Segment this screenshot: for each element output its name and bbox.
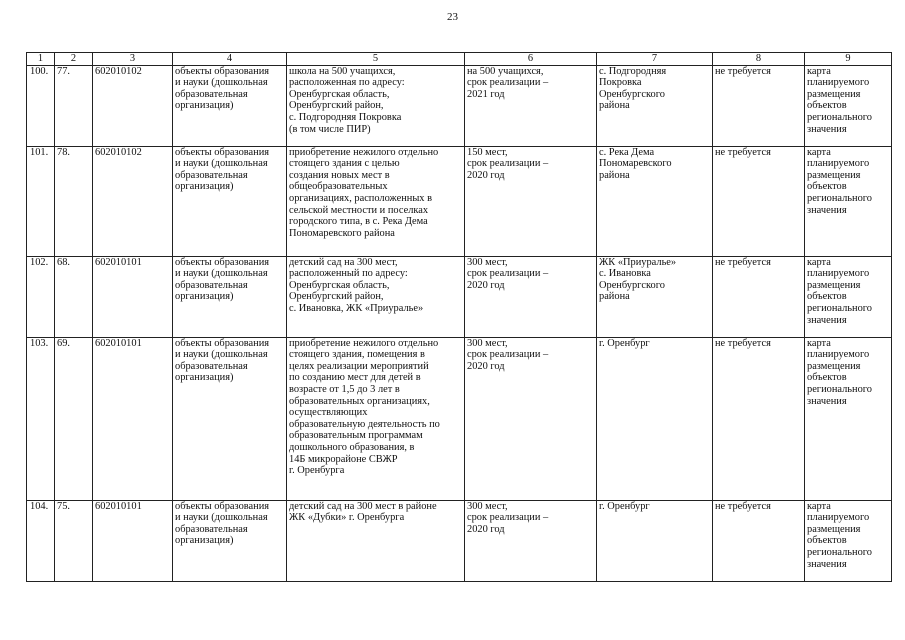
row-number: 100. <box>27 65 55 146</box>
row-number: 101. <box>27 146 55 256</box>
restricted-zones: не требуется <box>713 256 805 337</box>
row-number: 102. <box>27 256 55 337</box>
object-location: с. Река Дема Пономаревского района <box>597 146 713 256</box>
object-parameters: 300 мест, срок реализации – 2020 год <box>465 337 597 500</box>
column-header: 4 <box>173 53 287 66</box>
object-category: объекты образования и науки (дошкольная образовательная организация) <box>173 500 287 581</box>
column-header: 5 <box>287 53 465 66</box>
object-description: детский сад на 300 мест в районе ЖК «Дубки» г. Оренбурга <box>287 500 465 581</box>
map-reference: карта планируемого размещения объектов регионального значения <box>805 256 892 337</box>
object-category: объекты образования и науки (дошкольная образовательная организация) <box>173 146 287 256</box>
map-reference: карта планируемого размещения объектов регионального значения <box>805 500 892 581</box>
object-parameters: 150 мест, срок реализации – 2020 год <box>465 146 597 256</box>
row-index: 68. <box>55 256 93 337</box>
column-header: 8 <box>713 53 805 66</box>
object-location: ЖК «Приуралье» с. Ивановка Оренбургского района <box>597 256 713 337</box>
object-description: школа на 500 учащихся, расположенная по адресу: Оренбургская область, Оренбургский район, с. Подгородняя Покровка (в том числе ПИР) <box>287 65 465 146</box>
column-header: 2 <box>55 53 93 66</box>
map-reference: карта планируемого размещения объектов регионального значения <box>805 337 892 500</box>
object-description: детский сад на 300 мест, расположенный по адресу: Оренбургская область, Оренбургский район, с. Ивановка, ЖК «Приуралье» <box>287 256 465 337</box>
object-location: г. Оренбург <box>597 337 713 500</box>
object-location: г. Оренбург <box>597 500 713 581</box>
restricted-zones: не требуется <box>713 146 805 256</box>
row-number: 103. <box>27 337 55 500</box>
column-header: 7 <box>597 53 713 66</box>
map-reference: карта планируемого размещения объектов регионального значения <box>805 146 892 256</box>
column-header: 3 <box>93 53 173 66</box>
column-header: 9 <box>805 53 892 66</box>
object-category: объекты образования и науки (дошкольная образовательная организация) <box>173 256 287 337</box>
object-location: с. Подгородняя Покровка Оренбургского района <box>597 65 713 146</box>
object-parameters: на 500 учащихся, срок реализации – 2021 год <box>465 65 597 146</box>
object-parameters: 300 мест, срок реализации – 2020 год <box>465 500 597 581</box>
table-row <box>27 500 892 581</box>
restricted-zones: не требуется <box>713 65 805 146</box>
column-header: 6 <box>465 53 597 66</box>
column-header: 1 <box>27 53 55 66</box>
table-row <box>27 146 892 256</box>
object-code: 602010101 <box>93 256 173 337</box>
table-row <box>27 337 892 500</box>
object-code: 602010101 <box>93 337 173 500</box>
table-row <box>27 65 892 146</box>
row-index: 75. <box>55 500 93 581</box>
row-index: 78. <box>55 146 93 256</box>
object-code: 602010102 <box>93 146 173 256</box>
object-code: 602010101 <box>93 500 173 581</box>
restricted-zones: не требуется <box>713 337 805 500</box>
restricted-zones: не требуется <box>713 500 805 581</box>
row-number: 104. <box>27 500 55 581</box>
row-index: 77. <box>55 65 93 146</box>
object-code: 602010102 <box>93 65 173 146</box>
object-category: объекты образования и науки (дошкольная образовательная организация) <box>173 65 287 146</box>
table-row <box>27 256 892 337</box>
object-description: приобретение нежилого отдельно стоящего здания, помещения в целях реализации мероприятий по созданию мест для детей в возрасте от 1,5 до 3 лет в образовательных организациях, осуществляющих образовательную деятельность по образовательным программам дошкольного образования, в 14Б микрорайоне СВЖР г. Оренбурга <box>287 337 465 500</box>
object-description: приобретение нежилого отдельно стоящего здания с целью создания новых мест в общеобразовательных организациях, расположенных в сельской местности и поселках городского типа, в с. Река Дема Пономаревского района <box>287 146 465 256</box>
map-reference: карта планируемого размещения объектов регионального значения <box>805 65 892 146</box>
table-header-row <box>27 53 892 66</box>
objects-table <box>26 52 892 582</box>
page-number: 23 <box>447 11 458 23</box>
object-parameters: 300 мест, срок реализации – 2020 год <box>465 256 597 337</box>
row-index: 69. <box>55 337 93 500</box>
object-category: объекты образования и науки (дошкольная образовательная организация) <box>173 337 287 500</box>
